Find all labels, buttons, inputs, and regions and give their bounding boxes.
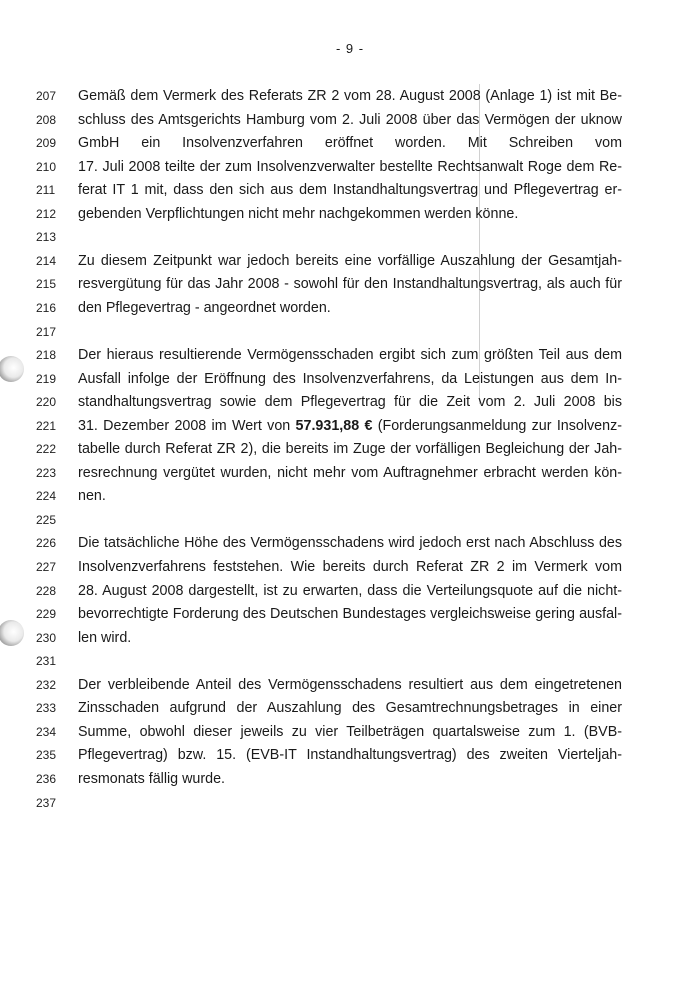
document-line <box>0 627 700 649</box>
line-number: 234 <box>36 724 57 739</box>
document-line <box>0 250 700 272</box>
document-line <box>0 462 700 484</box>
line-text: Zinsschaden aufgrund der Auszahlung des Gesamtrechnungsbetrages in einer <box>78 700 622 717</box>
line-text: Pflegevertrag) bzw. 15. (EVB-IT Instandhaltungsvertrag) des zweiten Vierteljah- <box>78 747 622 764</box>
line-number: 231 <box>36 654 57 669</box>
document-line <box>0 556 700 578</box>
page-number: - 9 - <box>335 41 365 56</box>
line-number: 236 <box>36 771 57 786</box>
line-number: 233 <box>36 701 57 716</box>
line-number: 208 <box>36 112 57 127</box>
line-text: bevorrechtigte Forderung des Deutschen Bundestages vergleichsweise gering ausfal- <box>78 606 622 623</box>
document-line <box>0 768 700 790</box>
line-number: 216 <box>36 300 57 315</box>
document-line <box>0 697 700 719</box>
line-number: 228 <box>36 583 57 598</box>
line-number: 222 <box>36 442 57 457</box>
line-text: ferat IT 1 mit, dass den sich aus dem Instandhaltungsvertrag und Pflegevertrag er- <box>78 182 622 199</box>
line-text: resvergütung für das Jahr 2008 - sowohl für den Instandhaltungsvertrag, als auch für <box>78 276 622 293</box>
line-text: standhaltungsvertrag sowie dem Pflegevertrag für die Zeit vom 2. Juli 2008 bis <box>78 394 622 411</box>
line-text: Gemäß dem Vermerk des Referats ZR 2 vom 28. August 2008 (Anlage 1) ist mit Be- <box>78 88 622 104</box>
line-number: 224 <box>36 489 57 504</box>
document-line <box>0 580 700 602</box>
line-number: 226 <box>36 536 57 551</box>
line-text: resmonats fällig wurde. <box>78 770 226 787</box>
line-text: Der hieraus resultierende Vermögensschaden ergibt sich zum größten Teil aus dem <box>78 347 622 364</box>
line-text: nen. <box>78 488 106 505</box>
document-line <box>0 132 700 154</box>
line-number: 227 <box>36 560 57 574</box>
line-number: 219 <box>36 371 57 386</box>
line-text: Zu diesem Zeitpunkt war jedoch bereits eine vorfällige Auszahlung der Gesamtjah- <box>78 252 622 269</box>
line-text: den Pflegevertrag - angeordnet worden. <box>78 299 331 316</box>
document-line <box>0 368 700 390</box>
line-number: 207 <box>36 89 57 103</box>
line-text: tabelle durch Referat ZR 2), die bereits im Zuge der vorfälligen Begleichung der Jah- <box>78 441 622 458</box>
line-text: Summe, obwohl dieser jeweils zu vier Teilbeträgen quartalsweise zum 1. (BVB- <box>78 723 622 740</box>
line-number: 210 <box>36 159 57 174</box>
line-number: 230 <box>36 630 57 645</box>
line-text: Die tatsächliche Höhe des Vermögensschadens wird jedoch erst nach Abschluss des <box>78 535 622 552</box>
line-text: Der verbleibende Anteil des Vermögensschadens resultiert aus dem eingetretenen <box>78 676 622 693</box>
line-text: schluss des Amtsgerichts Hamburg vom 2. Juli 2008 über das Vermögen der uknow <box>78 111 622 128</box>
line-text-part: (Forderungsanmeldung zur Insolvenz- <box>372 417 622 434</box>
document-line <box>0 721 700 743</box>
line-text: 28. August 2008 dargestellt, ist zu erwarten, dass die Verteilungsquote auf die nicht- <box>78 582 622 599</box>
document-line <box>0 203 700 225</box>
line-number: 232 <box>36 677 57 692</box>
line-number: 218 <box>36 348 57 363</box>
document-line <box>0 415 700 437</box>
line-number: 214 <box>36 253 57 268</box>
line-number: 220 <box>36 395 57 410</box>
line-text: GmbH ein Insolvenzverfahren eröffnet worden. Mit Schreiben vom <box>78 135 622 152</box>
line-text: 17. Juli 2008 teilte der zum Insolvenzverwalter bestellte Rechtsanwalt Roge dem Re- <box>78 158 622 175</box>
damage-amount: 57.931,88 € <box>295 417 373 434</box>
line-text: Ausfall infolge der Eröffnung des Insolvenzverfahrens, da Leistungen aus dem In- <box>78 370 622 387</box>
line-number: 212 <box>36 206 57 221</box>
document-line <box>0 532 700 554</box>
document-line <box>0 792 700 814</box>
document-line <box>0 438 700 460</box>
line-text <box>78 415 622 437</box>
line-number: 225 <box>36 512 57 527</box>
document-line <box>0 273 700 295</box>
document-line <box>0 485 700 507</box>
document-line <box>0 344 700 366</box>
line-text: Insolvenzverfahrens feststehen. Wie bereits durch Referat ZR 2 im Vermerk vom <box>78 559 622 575</box>
line-number: 235 <box>36 748 57 763</box>
line-number: 221 <box>36 418 57 433</box>
line-text: len wird. <box>78 629 132 646</box>
document-line <box>0 85 700 107</box>
line-number: 223 <box>36 465 57 480</box>
line-text-part: 31. Dezember 2008 im Wert von <box>78 417 296 434</box>
line-number: 215 <box>36 277 57 292</box>
document-line <box>0 744 700 766</box>
document-line <box>0 603 700 625</box>
document-line <box>0 179 700 201</box>
line-number: 237 <box>36 795 57 810</box>
line-number: 209 <box>36 136 57 151</box>
document-line <box>0 226 700 248</box>
line-text: resrechnung vergütet wurden, nicht mehr vom Auftragnehmer erbracht werden kön- <box>78 464 622 481</box>
document-line <box>0 674 700 696</box>
document-line <box>0 156 700 178</box>
document-line <box>0 391 700 413</box>
document-line <box>0 321 700 343</box>
line-text: gebenden Verpflichtungen nicht mehr nachgekommen werden könne. <box>78 205 519 222</box>
line-number: 211 <box>36 183 56 198</box>
line-number: 213 <box>36 230 57 245</box>
document-line <box>0 650 700 672</box>
document-line <box>0 297 700 319</box>
line-number: 217 <box>36 324 57 339</box>
line-number: 229 <box>36 607 57 622</box>
document-line <box>0 509 700 531</box>
document-line <box>0 109 700 131</box>
